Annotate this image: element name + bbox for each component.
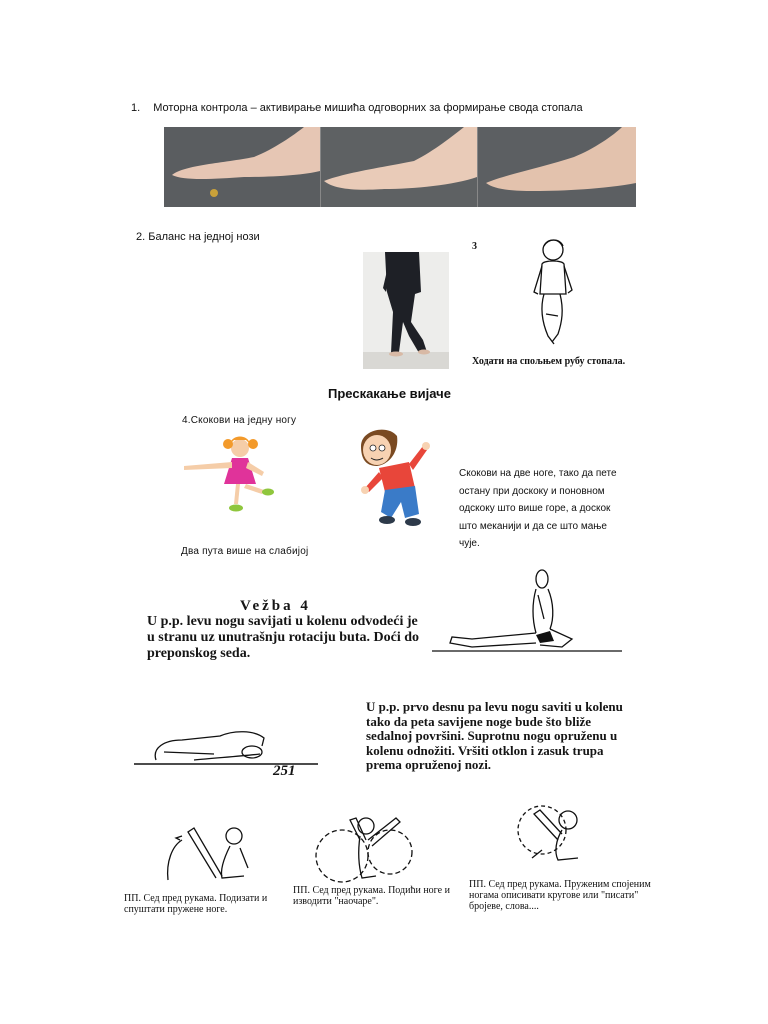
balance-photo — [363, 252, 449, 369]
hopping-girl-drawing — [180, 432, 280, 518]
leg-raise-drawing — [160, 818, 260, 890]
caption3: ПП. Сед пред рукама. Пруженим спојеним ногама описивати кругове или "писати" бројеве, слова.... — [469, 879, 651, 912]
leg-circles-illustration — [512, 800, 602, 870]
section1-heading — [131, 102, 651, 114]
section1-title: Моторна контрола – активирање мишића одговорних за формирање свода стопала — [153, 102, 583, 114]
leg-raise-illustration — [160, 818, 260, 890]
circles-drawing — [512, 800, 602, 870]
caption1: ПП. Сед пред рукама. Подизати и спуштати пружене ноге. — [124, 893, 268, 915]
walking-boy-drawing — [520, 236, 580, 348]
section1-number: 1. — [131, 102, 141, 114]
glasses-drawing — [310, 806, 420, 890]
section2-title: 2. Баланс на једној нози — [136, 231, 260, 243]
page-number: 251 — [273, 763, 296, 779]
vezba4-title: Vežba 4 — [240, 598, 311, 614]
split-sit-illustration — [432, 563, 622, 658]
caption2: ПП. Сед пред рукама. Подићи ноге и изводити "наочаре". — [293, 885, 450, 907]
drawing-caption: Ходати на спољњем рубу стопала. — [472, 356, 626, 367]
vezba4-text: U p.p. levu nogu savijati u kolenu odvodeći je u stranu uz unutrašnju rotaciju buta. Doći do preponskog seda. — [147, 614, 420, 661]
foot-arch-photo-strip — [164, 127, 636, 207]
drawing-number: 3 — [472, 241, 477, 252]
exercise251-text: U p.p. prvo desnu pa levu nogu saviti u kolenu tako da peta savijene noge bude što bliže sedalnoj površini. Suprotnu nogu opruženu u kolenu odnožiti. Vršiti otklon i zasuk trupa prema opruženoj nozi. — [366, 699, 623, 772]
jumping-boy-drawing — [357, 426, 437, 530]
boy-outline-illustration — [520, 236, 580, 348]
rope-heading: Прескакање вијаче — [328, 386, 451, 401]
girl-illustration — [180, 432, 280, 518]
two-legs-jump-text: Скокови на две ноге, тако да пете остану при доскоку и поновном одскоку што више горе, а доскок што меканији и да се што мање чује. — [459, 468, 617, 549]
item4-title: 4.Скокови на једну ногу — [182, 415, 297, 426]
glasses-illustration — [310, 806, 420, 890]
vezba4-drawing — [432, 563, 622, 658]
foot-photos-illustration — [164, 127, 636, 207]
boy-jumping-illustration — [357, 426, 437, 530]
standing-person-illustration — [363, 252, 449, 369]
item4-caption: Два пута више на слабијој — [181, 546, 309, 557]
